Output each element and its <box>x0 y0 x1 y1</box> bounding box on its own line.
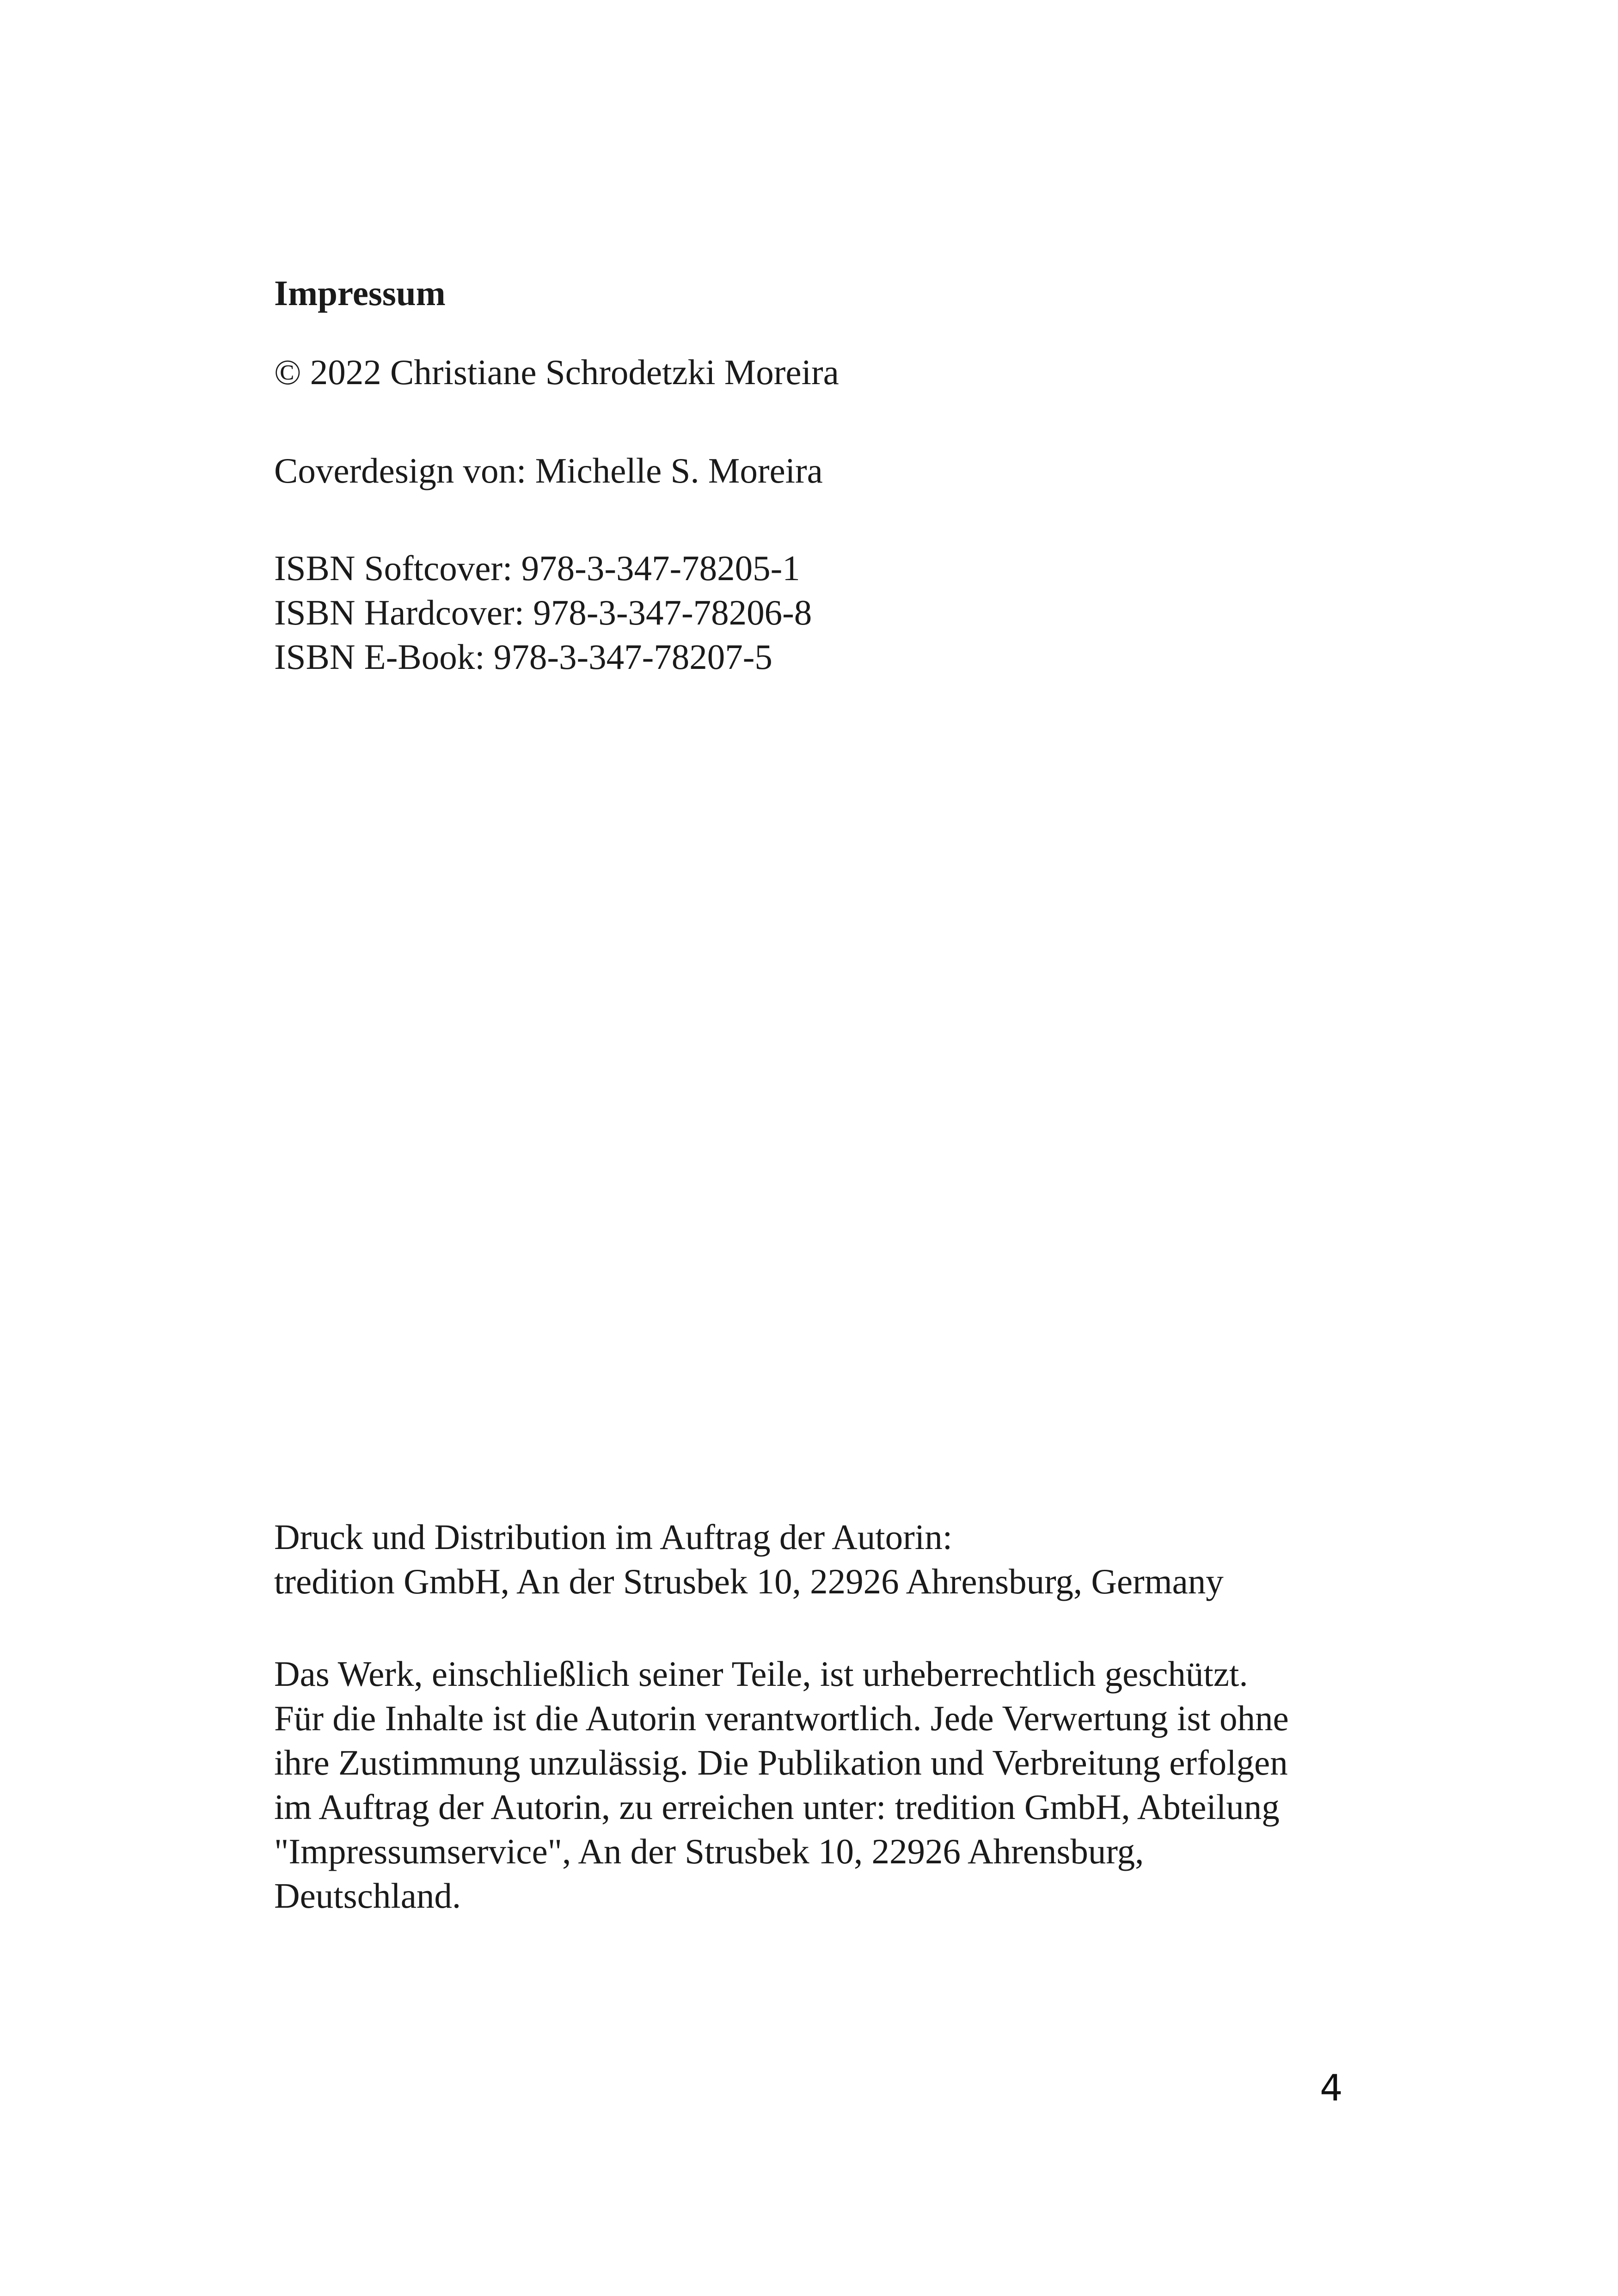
isbn-softcover: ISBN Softcover: 978-3-347-78205-1 <box>274 548 800 588</box>
rights-line: "Impressumservice", An der Strusbek 10, 22926 Ahrensburg, <box>274 1831 1144 1871</box>
copyright-line: © 2022 Christiane Schrodetzki Moreira <box>274 352 839 392</box>
isbn-hardcover: ISBN Hardcover: 978-3-347-78206-8 <box>274 593 812 632</box>
rights-line: im Auftrag der Autorin, zu erreichen unter: tredition GmbH, Abteilung <box>274 1787 1280 1827</box>
distribution-line: Druck und Distribution im Auftrag der Autorin: <box>274 1517 953 1557</box>
imprint-heading: Impressum <box>274 273 446 313</box>
copyright-notice <box>274 1652 1384 1918</box>
isbn-list <box>274 546 1384 679</box>
rights-line: Deutschland. <box>274 1876 461 1916</box>
cover-design-credit: Coverdesign von: Michelle S. Moreira <box>274 451 823 490</box>
publisher-address: tredition GmbH, An der Strusbek 10, 22926 Ahrensburg, Germany <box>274 1561 1224 1601</box>
distribution-notice <box>274 1515 1384 1604</box>
rights-line: Das Werk, einschließlich seiner Teile, ist urheberrechtlich geschützt. <box>274 1654 1248 1694</box>
rights-line: ihre Zustimmung unzulässig. Die Publikation und Verbreitung erfolgen <box>274 1743 1288 1782</box>
isbn-ebook: ISBN E-Book: 978-3-347-78207-5 <box>274 637 772 677</box>
page-number: 4 <box>1320 2068 1343 2109</box>
rights-line: Für die Inhalte ist die Autorin verantwortlich. Jede Verwertung ist ohne <box>274 1698 1289 1738</box>
